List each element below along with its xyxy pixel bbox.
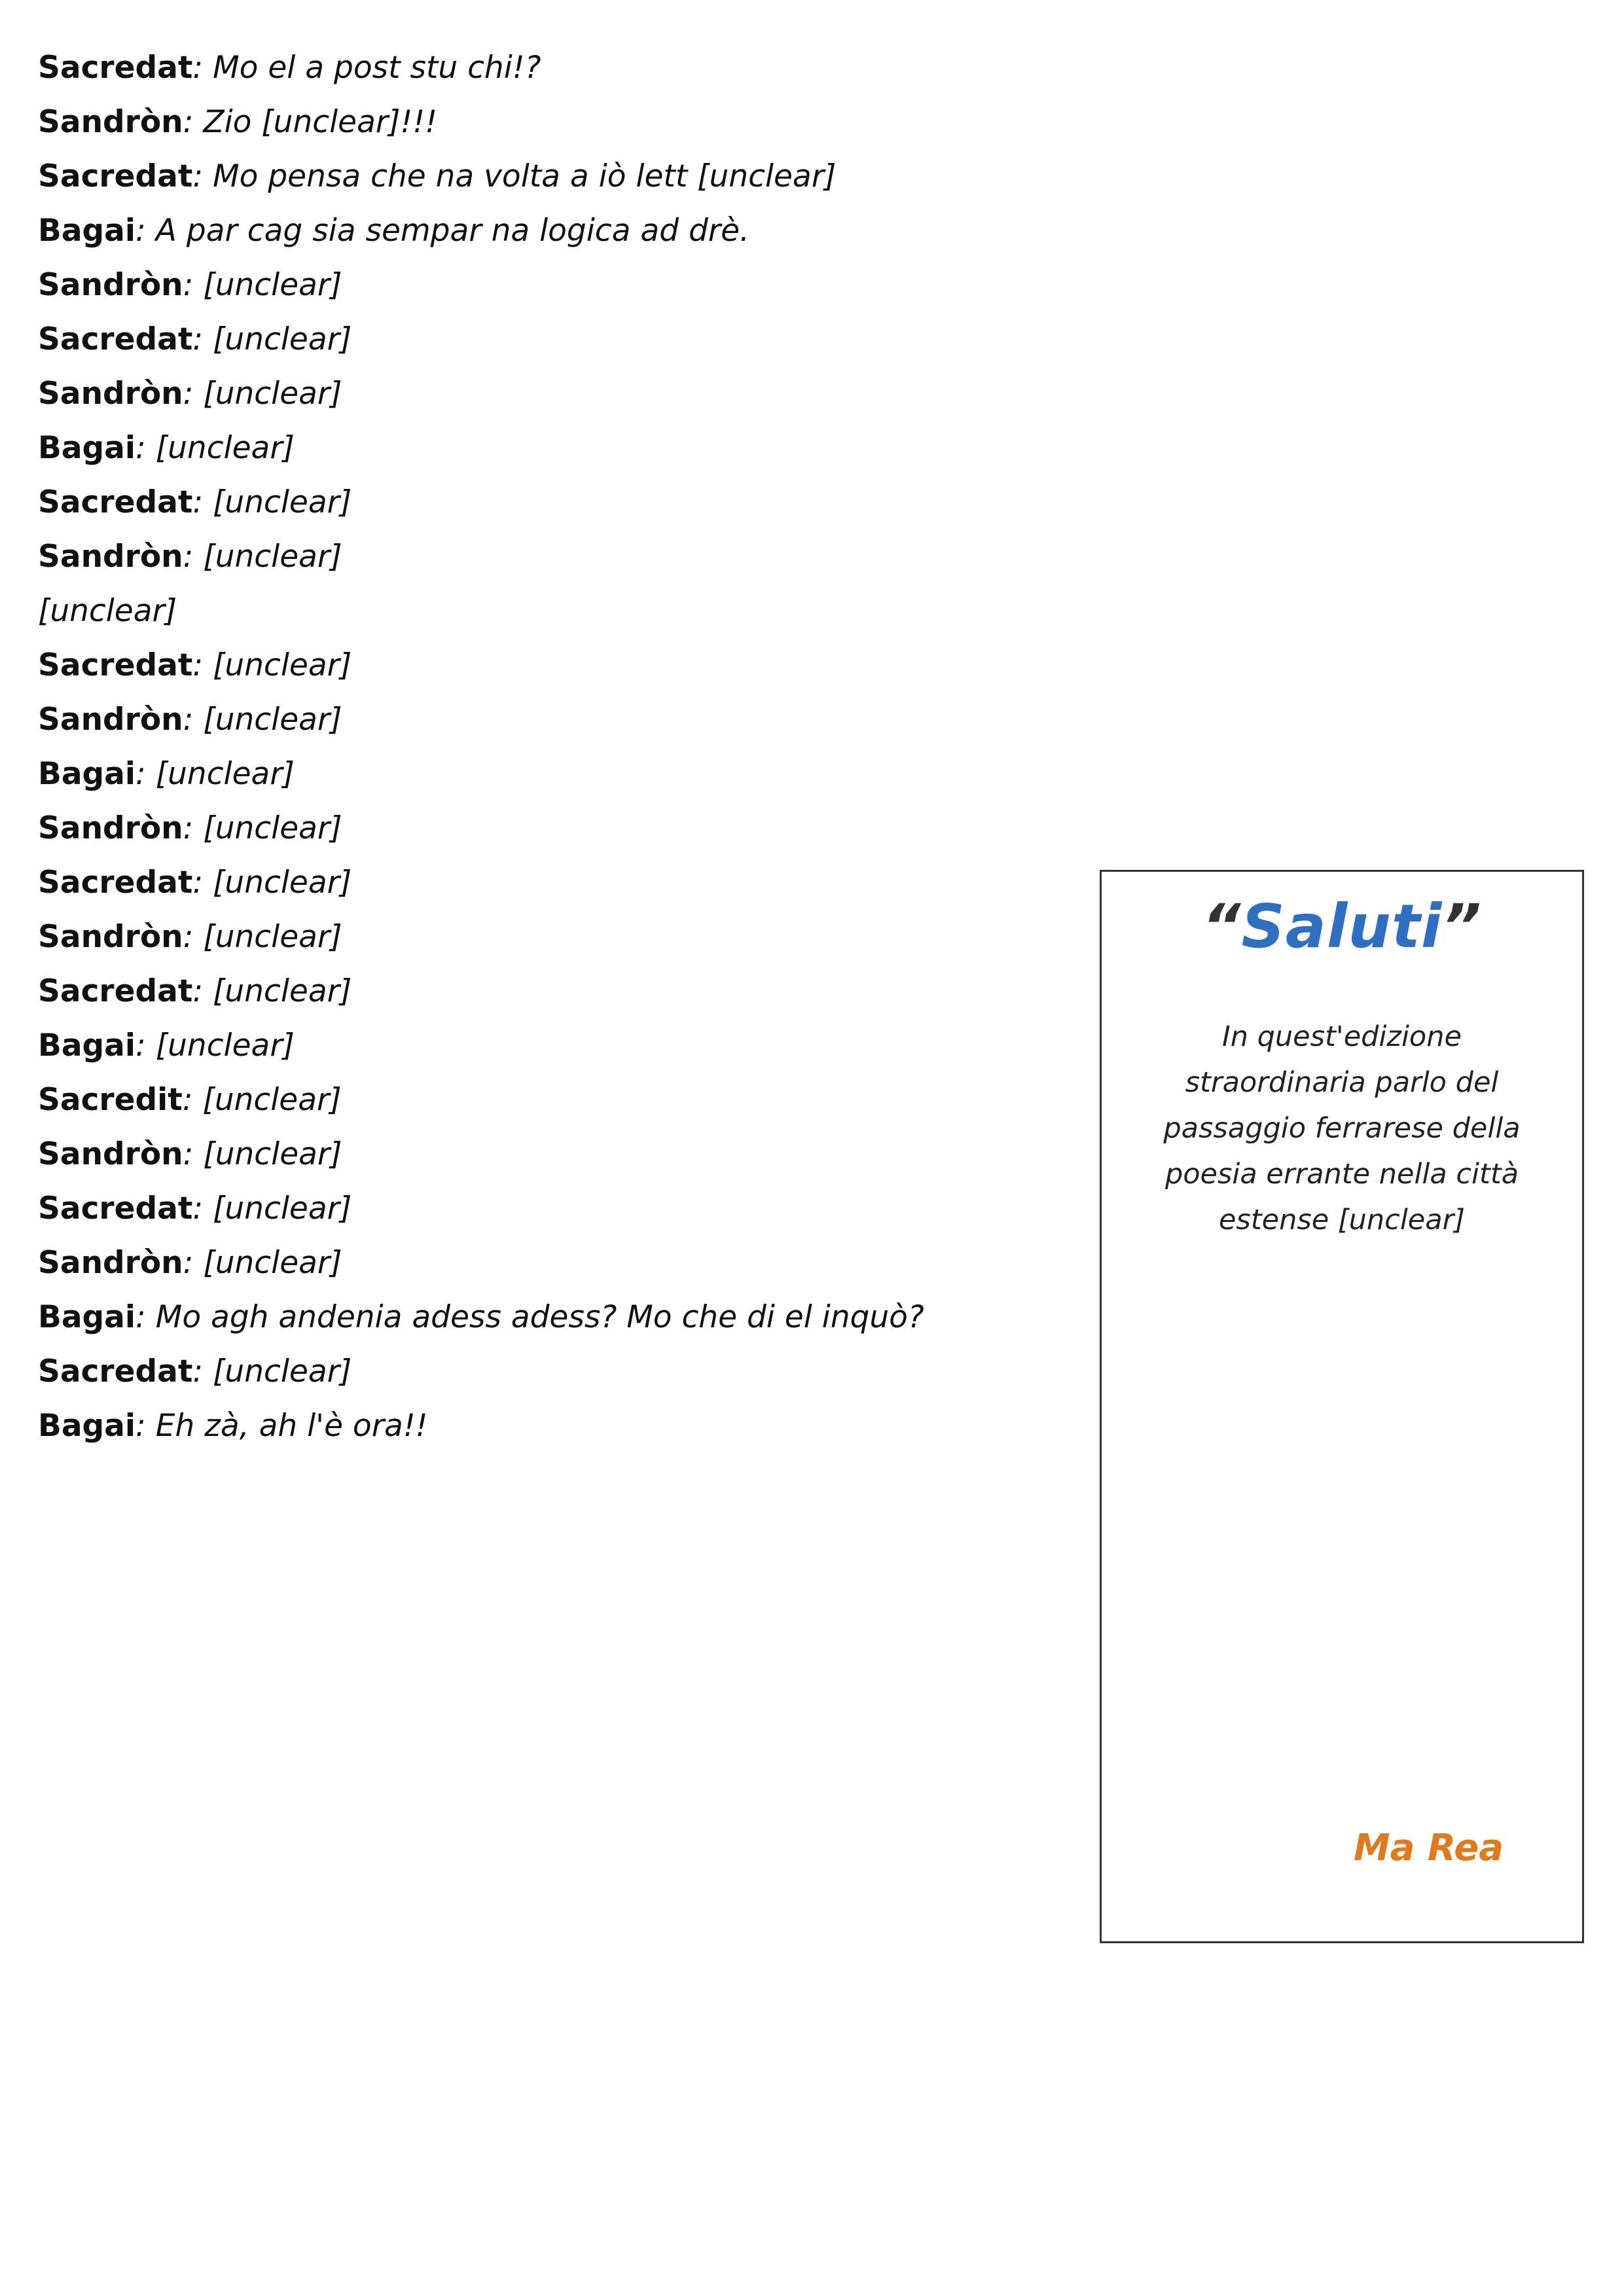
dialogue-text: [unclear]: [155, 430, 295, 466]
speaker-separator: :: [135, 1028, 156, 1064]
dialogue-line: [38, 1399, 1072, 1453]
dialogue-text: [unclear]: [213, 484, 352, 520]
dialogue-line: [38, 1018, 1072, 1073]
speaker-separator: :: [192, 50, 213, 86]
dialogue-text: [unclear]: [203, 1136, 342, 1172]
dialogue-text: [unclear]: [203, 376, 342, 412]
speaker-separator: :: [135, 1408, 156, 1444]
dialogue-text: [unclear]: [203, 810, 342, 846]
speaker-separator: :: [182, 1082, 203, 1118]
dialogue-line: [38, 1344, 1072, 1399]
speaker-separator: :: [183, 267, 204, 303]
dialogue-bottom-section: [38, 855, 1072, 1453]
speaker-name: Sacredat: [38, 647, 193, 683]
speaker-name: Bagai: [38, 756, 136, 792]
dialogue-line: [38, 149, 1589, 204]
sidebar-title-text: Saluti: [1241, 891, 1443, 961]
dialogue-line: [38, 1127, 1072, 1181]
dialogue-text: Mo el a post stu chi!?: [213, 50, 541, 86]
saluti-sidebar: [1100, 870, 1584, 1943]
dialogue-text: [unclear]: [213, 973, 352, 1009]
dialogue-line: [38, 529, 1589, 584]
speaker-separator: :: [183, 810, 204, 846]
speaker-separator: :: [192, 484, 213, 520]
dialogue-line: [38, 964, 1072, 1018]
dialogue-text: Mo pensa che na volta a iò lett [unclear]: [213, 158, 837, 194]
dialogue-line: [38, 367, 1589, 421]
speaker-separator: :: [192, 158, 213, 194]
dialogue-text: [unclear]: [202, 1082, 342, 1118]
speaker-name: Sacredat: [38, 865, 193, 901]
speaker-separator: :: [183, 376, 204, 412]
speaker-name: Sandròn: [38, 702, 183, 738]
speaker-name: Sandròn: [38, 267, 183, 303]
close-quote-mark: ”: [1442, 891, 1482, 961]
dialogue-text: [unclear]: [213, 865, 352, 901]
speaker-separator: :: [183, 702, 204, 738]
speaker-separator: :: [183, 919, 204, 955]
speaker-name: Sacredat: [38, 1191, 193, 1227]
speaker-name: Sandròn: [38, 1245, 183, 1281]
speaker-separator: :: [183, 104, 204, 140]
dialogue-line: [38, 1181, 1072, 1236]
dialogue-text: [unclear]: [213, 1191, 352, 1227]
speaker-name: Bagai: [38, 430, 136, 466]
speaker-name: Sandròn: [38, 810, 183, 846]
speaker-name: Sacredat: [38, 973, 193, 1009]
dialogue-line: [38, 312, 1589, 367]
dialogue-bottom-area: [38, 855, 1589, 1869]
dialogue-line: [38, 1073, 1072, 1127]
dialogue-text: [unclear]: [155, 756, 295, 792]
dialogue-text: Mo agh andenia adess adess? Mo che di el inquò?: [155, 1299, 924, 1335]
dialogue-line: [38, 475, 1589, 529]
dialogue-line: [38, 421, 1589, 475]
dialogue-line: [38, 1236, 1072, 1290]
speaker-separator: :: [192, 973, 213, 1009]
dialogue-text: [unclear]: [38, 593, 177, 629]
speaker-name: Sacredat: [38, 158, 193, 194]
dialogue-text: [unclear]: [203, 1245, 342, 1281]
dialogue-text: [unclear]: [203, 539, 342, 575]
sidebar-body: In quest'edizione straordinaria parlo del passaggio ferrarese della poesia errante nella città estense [unclear]: [1163, 1020, 1521, 1236]
speaker-name: Sandròn: [38, 919, 183, 955]
dialogue-line: [38, 584, 1589, 638]
dialogue-line: [38, 638, 1589, 692]
dialogue-line: [38, 692, 1589, 747]
dialogue-text: [unclear]: [213, 321, 352, 357]
dialogue-line: [38, 855, 1072, 910]
speaker-name: Bagai: [38, 213, 136, 249]
speaker-name: Sacredit: [38, 1082, 183, 1118]
dialogue-text: [unclear]: [213, 647, 352, 683]
speaker-separator: :: [135, 213, 156, 249]
speaker-separator: :: [192, 647, 213, 683]
speaker-name: Sandròn: [38, 1136, 183, 1172]
speaker-separator: :: [192, 865, 213, 901]
speaker-name: Sandròn: [38, 376, 183, 412]
dialogue-line: [38, 747, 1589, 801]
speaker-separator: :: [192, 1354, 213, 1390]
dialogue-line: [38, 801, 1589, 855]
dialogue-line: [38, 204, 1589, 258]
speaker-separator: :: [135, 1299, 156, 1335]
speaker-name: Sacredat: [38, 321, 193, 357]
speaker-name: Bagai: [38, 1299, 136, 1335]
speaker-name: Bagai: [38, 1408, 136, 1444]
speaker-separator: :: [192, 321, 213, 357]
dialogue-line: [38, 41, 1589, 95]
speaker-name: Sacredat: [38, 50, 193, 86]
sidebar-title: [1102, 891, 1582, 961]
speaker-separator: :: [183, 539, 204, 575]
dialogue-text: [unclear]: [203, 267, 342, 303]
dialogue-text: [unclear]: [213, 1354, 352, 1390]
speaker-name: Sacredat: [38, 484, 193, 520]
dialogue-text: A par cag sia sempar na logica ad drè.: [155, 213, 749, 249]
dialogue-line: [38, 95, 1589, 149]
speaker-name: Sandròn: [38, 104, 183, 140]
dialogue-text: [unclear]: [203, 702, 342, 738]
dialogue-text: [unclear]: [155, 1028, 295, 1064]
dialogue-top-section: [38, 41, 1589, 855]
signature: Ma Rea: [1353, 1827, 1504, 1869]
speaker-name: Sandròn: [38, 539, 183, 575]
speaker-separator: :: [183, 1136, 204, 1172]
dialogue-text: [unclear]: [203, 919, 342, 955]
dialogue-text: Eh zà, ah l'è ora!!: [155, 1408, 428, 1444]
speaker-separator: :: [135, 756, 156, 792]
speaker-separator: :: [135, 430, 156, 466]
document-page: [38, 41, 1589, 2266]
speaker-separator: :: [192, 1191, 213, 1227]
speaker-name: Bagai: [38, 1028, 136, 1064]
dialogue-line: [38, 1290, 1072, 1344]
speaker-name: Sacredat: [38, 1354, 193, 1390]
dialogue-line: [38, 258, 1589, 312]
speaker-separator: :: [183, 1245, 204, 1281]
open-quote-mark: “: [1202, 891, 1242, 961]
dialogue-line: [38, 910, 1072, 964]
dialogue-text: Zio [unclear]!!!: [203, 104, 438, 140]
